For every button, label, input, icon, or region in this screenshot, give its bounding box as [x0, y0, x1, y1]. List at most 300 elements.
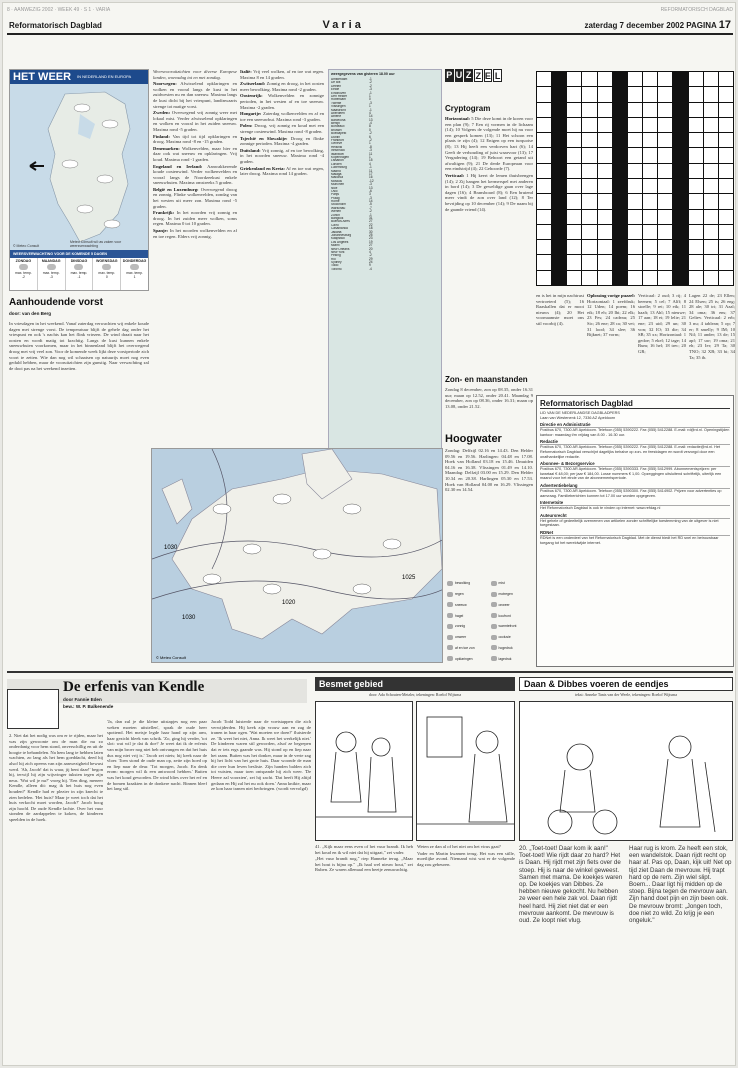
crossword-cell[interactable] — [704, 271, 718, 285]
crossword-cell[interactable] — [628, 164, 642, 178]
crossword-cell[interactable] — [658, 118, 672, 132]
weather-box — [9, 69, 149, 291]
forecast-day — [121, 258, 148, 291]
zon-maan-title: Zon- en maanstanden — [445, 375, 528, 384]
region-text: In het noorden vrij zonnig en droog. In het zuiden meer wolken, soms regen. Maxima 0 tot 10 graden. — [153, 210, 237, 227]
crossword-cell[interactable] — [719, 103, 733, 117]
besmet-title-bar — [315, 677, 515, 691]
legend-label: hagel — [455, 613, 464, 618]
hail-icon — [447, 613, 453, 618]
crossword-cell[interactable] — [567, 210, 581, 224]
temperature-table — [328, 69, 442, 449]
city-temp: 0 — [369, 127, 371, 132]
city-temp: -2 — [369, 138, 372, 143]
crossword-cell[interactable] — [598, 255, 612, 269]
crossword-cell[interactable] — [537, 255, 551, 269]
crossword-cell[interactable] — [689, 133, 703, 147]
crossword-grid[interactable] — [536, 71, 734, 286]
comic-panel — [416, 701, 515, 841]
city-temp: 24 — [369, 260, 373, 265]
crossword-cell[interactable] — [704, 103, 718, 117]
crossword-cell[interactable] — [628, 118, 642, 132]
region-entry — [153, 110, 237, 132]
kendle-col-1: 2. Niet dat het nodig was om er te rijden, maar het was zijn gewoonte om de man die nu zo onderdanig voor hem stond, onverschillig en uit de hoogte te behandelen. Na hem lang te hebben laten wachten, zo lang als het hem goeddacht, deed hij alsof hij zich opeens van zijn aanwezigheid bewust werd. 'Ah, Jacob! dat is waar, jij bent daar!' begon hij, terwijl hij zijn wijsvinger tuksten tegen zijn neus. 'Wat wil je nu?' vroeg hij. 'Een ding, meneer Kendle, alleen dit: mag ik het huis nog even houden?' Kendle had er plezier in zijn knecht te zien bedelen. 'Het huis? Maar je weet toch dat het huis verkocht moet worden, Jacob?' Jacob boog zijn hoofd. De oude Kendle lachte. Over het vuur stonden de aardappelen te koken, de kinderen speelden in de hoek. — [9, 733, 103, 822]
city-temp: -3 — [369, 100, 372, 105]
crossword-cell — [673, 240, 687, 254]
crossword-cell[interactable] — [567, 133, 581, 147]
forecast-day-desc: max. temp. — [126, 271, 143, 275]
crossword-cell[interactable] — [689, 118, 703, 132]
crossword-cell[interactable] — [567, 271, 581, 285]
crossword-cell[interactable] — [689, 271, 703, 285]
crossword-cell[interactable] — [582, 255, 596, 269]
daan-credit: tekst: Anneke Tanis van der Weele, tekeningen: Roelof Wijtsma — [575, 692, 677, 697]
city-temp: 19 — [369, 239, 373, 244]
crossword-cell[interactable] — [658, 225, 672, 239]
crossword-cell[interactable] — [598, 87, 612, 101]
crossword-cell[interactable] — [567, 179, 581, 193]
legend-item — [491, 654, 532, 663]
crossword-cell[interactable] — [598, 225, 612, 239]
legend-label: onweer — [498, 602, 510, 607]
crossword-cell[interactable] — [658, 148, 672, 162]
forecast-day-desc: max. temp. — [70, 271, 88, 275]
crossword-cell — [613, 87, 627, 101]
crossword-cell — [613, 255, 627, 269]
legend-label: bewolking — [455, 581, 471, 586]
city-temp: 20 — [369, 246, 373, 251]
region-name: Griekenland en Kreta: — [240, 165, 285, 171]
region-text: Droog en flinke zonnige perioden. Maxima -4 graden. — [240, 135, 324, 147]
down-label: Verticaal: — [445, 172, 465, 178]
crossword-cell[interactable] — [537, 72, 551, 86]
crossword-cell[interactable] — [537, 225, 551, 239]
crossword-cell[interactable] — [689, 179, 703, 193]
city-temp: 6 — [369, 134, 371, 139]
region-text: Droog, vrij zonnig en koud met een strenge oostenwind. Maxima rond -8 graden. — [240, 123, 324, 134]
cryptogram-clues — [445, 116, 533, 366]
forecast-day-value: 1 — [133, 275, 136, 279]
crossword-cell — [552, 72, 566, 86]
crossword-cell[interactable] — [689, 87, 703, 101]
city-temp: 13 — [369, 185, 373, 190]
crossword-cell[interactable] — [658, 210, 672, 224]
region-name: Tsjechië en Slowakije: — [240, 135, 288, 141]
temperature-table-title: weergegevens van gisteren 18.00 uur — [331, 72, 395, 76]
crossword-cell[interactable] — [689, 148, 703, 162]
legend-item — [447, 579, 488, 588]
city-name: Casablanca — [331, 227, 348, 231]
region-text: Aanwakkerende koude oostenwind. Verder wolkenvelden en vooral langs de Noordzeekust enkele sneeuwbuien. Maxima omstreeks 5 graden. — [153, 163, 237, 186]
region-entry — [153, 81, 237, 109]
crossword-cell[interactable] — [704, 194, 718, 208]
cloud-icon — [130, 264, 139, 270]
crossword-cell[interactable] — [643, 133, 657, 147]
crossword-cell[interactable] — [582, 133, 596, 147]
city-name: Istanboel — [331, 152, 344, 156]
crossword-cell[interactable] — [704, 179, 718, 193]
legend-label: warmtefront — [498, 624, 517, 629]
kendle-byline-2: bew.: W. P. Balkenende — [63, 704, 114, 709]
crossword-cell[interactable] — [658, 72, 672, 86]
crossword-cell[interactable] — [719, 210, 733, 224]
puzzel-letter: Z — [475, 71, 481, 81]
fog-icon — [491, 581, 497, 586]
crossword-cell[interactable] — [598, 103, 612, 117]
crossword-cell — [613, 179, 627, 193]
city-name: Madrid — [331, 169, 341, 173]
crossword-cell[interactable] — [537, 240, 551, 254]
crossword-cell[interactable] — [643, 225, 657, 239]
crossword-cell[interactable] — [719, 255, 733, 269]
crossword-cell[interactable] — [628, 225, 642, 239]
crossword-cell[interactable] — [628, 72, 642, 86]
region-name: Hongarije: — [240, 111, 262, 117]
besmet-text-1 — [315, 844, 413, 1059]
crossword-cell — [673, 148, 687, 162]
weather-banner — [10, 70, 148, 84]
crossword-cell[interactable] — [598, 179, 612, 193]
crossword-cell[interactable] — [704, 210, 718, 224]
netherlands-map-graphic — [10, 84, 149, 250]
crossword-cell[interactable] — [567, 103, 581, 117]
crossword-cell[interactable] — [643, 210, 657, 224]
crossword-cell[interactable] — [704, 133, 718, 147]
city-temp: 25 — [369, 232, 373, 237]
city-temp: -12 — [369, 178, 374, 183]
city-temp: 27 — [369, 219, 373, 224]
city-temp: 1 — [369, 93, 371, 98]
crossword-cell[interactable] — [567, 148, 581, 162]
crossword-cell[interactable] — [537, 194, 551, 208]
crossword-cell[interactable] — [643, 240, 657, 254]
forecast-bar: WEERSVERWACHTING VOOR DE KOMENDE 5 DAGEN — [10, 250, 148, 258]
legend-label: zonnig — [455, 624, 465, 629]
crossword-cell[interactable] — [537, 271, 551, 285]
crossword-cell[interactable] — [567, 72, 581, 86]
colophon-heading: Directie en Administratie — [540, 422, 730, 428]
city-temp: 23 — [369, 236, 373, 241]
crossword-cell[interactable] — [598, 72, 612, 86]
city-name: Caïro — [331, 223, 339, 227]
crossword-cell — [613, 210, 627, 224]
crossword-cell[interactable] — [689, 225, 703, 239]
crossword-cell[interactable] — [719, 194, 733, 208]
crossword-cell[interactable] — [628, 87, 642, 101]
crossword-cell[interactable] — [658, 271, 672, 285]
crossword-cell[interactable] — [582, 194, 596, 208]
crossword-cell — [552, 225, 566, 239]
crossword-cell[interactable] — [537, 148, 551, 162]
crossword-cell[interactable] — [598, 194, 612, 208]
crossword-cell[interactable] — [628, 148, 642, 162]
crossword-cell[interactable] — [567, 87, 581, 101]
crossword-cell[interactable] — [719, 87, 733, 101]
city-name: Boedapest — [331, 132, 347, 136]
top-strip-right: REFORMATORISCH DAGBLAD — [660, 7, 733, 13]
city-temp: 8 — [369, 124, 371, 129]
legend-label: sneeuw — [455, 602, 467, 607]
crossword-cell — [552, 255, 566, 269]
section-divider — [7, 671, 733, 673]
crossword-cell[interactable] — [689, 240, 703, 254]
crossword-cell[interactable] — [658, 240, 672, 254]
crossword-cell[interactable] — [567, 164, 581, 178]
city-name: Praag — [331, 196, 340, 200]
crossword-cell — [673, 210, 687, 224]
region-name: Italië: — [240, 69, 252, 74]
crossword-cell — [673, 103, 687, 117]
crossword-cell[interactable] — [598, 148, 612, 162]
city-name: Barcelona — [331, 118, 346, 122]
crossword-cell[interactable] — [582, 225, 596, 239]
crossword-cell — [552, 210, 566, 224]
hoogwater-text: Zondag: Delfzijl 02.16 en 14.43. Den Helder 09.56 en 19.56. Harlingen: 04.48 en 17.08. Hoek van Holland 03.18 en 15.46. IJmuiden 04.16 en 16.38. Vlissingen 01.49 en 14.10. Maandag: Delfzijl 03.00 en 15.29. Den Helder 10.34 en 20.38. Harlingen 05.30 en 17.53. Hoek van Holland 04.00 en 16.29. Vlissingen 02.30 en 14.54. — [445, 448, 533, 493]
city-temp: -4 — [369, 266, 372, 271]
kendle-byline-1: door Fannie Eden — [63, 697, 102, 702]
crossword-cell[interactable] — [598, 164, 612, 178]
city-temp: -1 — [369, 107, 372, 112]
crossword-cell[interactable] — [643, 103, 657, 117]
city-temp: 14 — [369, 199, 373, 204]
zon-maan-text: Zondag 8 december, zon op 08.35, onder 16.31 uur; maan op 12.52, onder 20.41. Maandag 9 december, zon op 08.36, onder 16.31; maan op 13.08, onder 21.52. — [445, 387, 533, 409]
city-name: Kopenhagen — [331, 155, 350, 159]
city-temp: 4 — [369, 249, 371, 254]
city-temp: -7 — [369, 205, 372, 210]
crossword-cell[interactable] — [582, 103, 596, 117]
crossword-cell[interactable] — [537, 103, 551, 117]
crossword-cell[interactable] — [643, 87, 657, 101]
crossword-cell[interactable] — [643, 271, 657, 285]
crossword-cell[interactable] — [537, 118, 551, 132]
crossword-cell[interactable] — [719, 72, 733, 86]
besmet-paragraph: 41. „Kijk maar eens even of het vuur brandt. Ik heb het koud en ik wil niet dat hij uitgaat," zei vader. — [315, 844, 413, 855]
legend-label: af en toe zon — [455, 645, 475, 650]
crossword-cell[interactable] — [689, 72, 703, 86]
legend-label: mist — [498, 581, 505, 586]
crossword-cell[interactable] — [582, 179, 596, 193]
crossword-cell[interactable] — [719, 148, 733, 162]
crossword-cell[interactable] — [537, 164, 551, 178]
crossword-cell[interactable] — [628, 133, 642, 147]
crossword-cell[interactable] — [567, 194, 581, 208]
crossword-cell[interactable] — [719, 133, 733, 147]
legend-item — [447, 622, 488, 631]
crossword-cell[interactable] — [582, 271, 596, 285]
crossword-cell[interactable] — [582, 240, 596, 254]
crossword-cell[interactable] — [658, 87, 672, 101]
city-temp: 16 — [369, 175, 373, 180]
crossword-cell[interactable] — [704, 72, 718, 86]
region-entry — [240, 111, 324, 122]
region-entry — [240, 93, 324, 110]
crossword-cell[interactable] — [598, 118, 612, 132]
crossword-cell — [613, 148, 627, 162]
crossword-cell[interactable] — [598, 271, 612, 285]
crossword-cell[interactable] — [643, 118, 657, 132]
weather-legend — [445, 577, 533, 665]
crossword-cell[interactable] — [704, 148, 718, 162]
clues-across — [445, 116, 533, 172]
region-name: Engeland en Ierland: — [153, 163, 203, 169]
crossword-cell[interactable] — [658, 103, 672, 117]
crossword-cell[interactable] — [643, 194, 657, 208]
crossword-cell[interactable] — [628, 210, 642, 224]
city-name: Vlissingen — [331, 105, 346, 109]
crossword-cell[interactable] — [598, 240, 612, 254]
legend-item — [447, 633, 488, 642]
crossword-cell[interactable] — [719, 240, 733, 254]
crossword-cell[interactable] — [719, 225, 733, 239]
crossword-cell[interactable] — [567, 118, 581, 132]
crossword-cell[interactable] — [537, 133, 551, 147]
forecast-day — [93, 258, 121, 291]
crossword-cell — [673, 72, 687, 86]
crossword-cell[interactable] — [643, 164, 657, 178]
crossword-cell[interactable] — [582, 148, 596, 162]
crossword-cell[interactable] — [598, 133, 612, 147]
besmet-paragraph: Vader en Martin kwamen terug. Het was een stille, moeilijke avond. Niemand wist wat er de volgende dag zou gebeuren. — [417, 850, 515, 867]
crossword-cell[interactable] — [689, 103, 703, 117]
legend-label: occlusie — [498, 635, 511, 640]
crossword-cell[interactable] — [628, 179, 642, 193]
crossword-cell[interactable] — [628, 255, 642, 269]
crossword-cell[interactable] — [689, 194, 703, 208]
crossword-cell[interactable] — [582, 164, 596, 178]
crossword-cell — [673, 271, 687, 285]
region-entry — [153, 146, 237, 163]
crossword-cell[interactable] — [643, 148, 657, 162]
crossword-cell[interactable] — [658, 255, 672, 269]
city-name: Frankfort — [331, 139, 344, 143]
crossword-cell[interactable] — [689, 210, 703, 224]
crossword-cell[interactable] — [719, 164, 733, 178]
colophon-text: Het Reformatorisch Dagblad is ook te vinden op internet: www.refdag.nl — [540, 506, 661, 511]
crossword-cell[interactable] — [704, 240, 718, 254]
crossword-cell[interactable] — [582, 87, 596, 101]
crossword-cell — [552, 240, 566, 254]
legend-item — [491, 579, 532, 588]
crossword-cell[interactable] — [582, 210, 596, 224]
city-temp: -3 — [369, 195, 372, 200]
city-temp: -2 — [369, 131, 372, 136]
crossword-cell[interactable] — [643, 255, 657, 269]
legend-label: koufront — [498, 613, 511, 618]
crossword-cell[interactable] — [567, 255, 581, 269]
section-title: Varia — [322, 19, 364, 31]
crossword-cell[interactable] — [704, 225, 718, 239]
daan-text-1: 20. „Toet-toet! Daar kom ik aan!" Toet-toet! Wie rijdt daar zo hard? Het is Daan. Hij rijdt met zijn fiets over de stoep. Hij is naar de winkel geweest. Samen met mama. De koekjes waren op. De koekjes van Dibbes. Ze hebben nieuwe gekocht. Nu hebben ze weer een hele zak vol. Daan rijdt heel hard. Hij ziet niet dat er een mevrouw aankomt. De mevrouw is oud. Ze loopt niet vlug. — [519, 845, 623, 925]
crossword-cell[interactable] — [582, 72, 596, 86]
region-text: Zaterdag wolkenvelden en af en toe een sneeuwbui. Maxima rond -3 graden. — [240, 111, 324, 122]
crossword-cell[interactable] — [658, 133, 672, 147]
crossword-cell[interactable] — [537, 210, 551, 224]
city-name: Luxemburg — [331, 166, 347, 170]
cold-front-icon — [491, 613, 497, 618]
region-name: Finland: — [153, 133, 170, 139]
europe-weather-map — [151, 448, 443, 663]
city-temp: -2 — [369, 209, 372, 214]
crossword-cell[interactable] — [567, 225, 581, 239]
crossword-cell[interactable] — [689, 164, 703, 178]
crossword-cell[interactable] — [658, 164, 672, 178]
city-temp: 14 — [369, 114, 373, 119]
puzzel-letter: P — [446, 70, 453, 80]
across-text: 5 Die deze komt in de koren voor een plan (9); 7 Een rij vormen in de lichaam (14); 10 Volgens de volgende moet hij nu voor een gesprek komen (13); 11 Het schoon een plaats te zijn (4); 12 Enigen op een turquoise (8); 13 Hij heeft een verdorven hart (6); 14 Geeft de verhouding of juist waarvoor (13); 17 Vergadering (14); 19 Behoort een getand uit afwaltigen (9); 21 De derde Europeaan voor een eindstrijd (4); 22 Gehoorde (7). — [445, 116, 533, 172]
page-label: PAGINA — [686, 21, 717, 30]
region-name: Oostenrijk: — [240, 93, 263, 99]
city-name: Rio — [331, 257, 336, 261]
isobar-label: 1030 — [164, 545, 178, 551]
city-name: Genève — [331, 142, 343, 146]
crossword-cell[interactable] — [628, 240, 642, 254]
crossword-cell[interactable] — [719, 271, 733, 285]
city-name: Los Angeles — [331, 240, 349, 244]
crossword-cell[interactable] — [643, 72, 657, 86]
crossword-cell[interactable] — [704, 87, 718, 101]
cloud-icon — [74, 264, 83, 270]
city-temp: 1 — [369, 141, 371, 146]
crossword-cell[interactable] — [537, 179, 551, 193]
legend-item — [491, 611, 532, 620]
crossword-cell[interactable] — [643, 179, 657, 193]
sun-cloud-icon — [447, 645, 453, 650]
crossword-cell[interactable] — [598, 210, 612, 224]
city-temp: 4 — [369, 161, 371, 166]
region-text: Overwegend vrij zonnig weer met lokaal mist. Verder afwisselend opklaringen en wolken en vooral in het zuiden sneeuw. Maxima rond -5 graden. — [153, 110, 237, 132]
legend-label: hogedruk — [498, 645, 513, 650]
city-temp: -4 — [369, 121, 372, 126]
forecast-day — [38, 258, 66, 291]
crossword-cell — [613, 194, 627, 208]
crossword-cell[interactable] — [628, 103, 642, 117]
crossword-cell[interactable] — [582, 118, 596, 132]
forecast-day-name: DONDERDAG — [122, 259, 147, 263]
crossword-cell[interactable] — [689, 255, 703, 269]
region-text: Vrij zonnig, af en toe bewolking, in het noorden sneeuw. Maxima rond -4 graden. — [240, 147, 324, 164]
crossword-cell[interactable] — [658, 194, 672, 208]
region-name: Denemarken: — [153, 145, 180, 151]
crossword-cell[interactable] — [719, 179, 733, 193]
occlusion-icon — [491, 635, 497, 640]
city-temp: -1 — [369, 90, 372, 95]
city-temp: 30 — [369, 229, 373, 234]
crossword-cell[interactable] — [704, 255, 718, 269]
legend-item — [491, 622, 532, 631]
crossword-cell — [552, 87, 566, 101]
europe-map-graphic — [152, 449, 443, 663]
crossword-cell[interactable] — [567, 240, 581, 254]
crossword-cell — [613, 103, 627, 117]
down-text: 1 Hij keert de lemen thuisbrengen (14); 2 Zij hangen het kermerspel met anderen in bord (14); 3 De geweldige gaan over lage dagen (16); 4 Bransboard (8); 6 Een bruiend meer vindt de zon over land (12); 8 Ter bevrijding op 10 december (14); 9 De naam bij de gaande vriend (14). — [445, 172, 533, 212]
kendle-title: De erfenis van Kendle — [63, 679, 205, 695]
crossword-cell[interactable] — [628, 271, 642, 285]
crossword-cell[interactable] — [658, 179, 672, 193]
legend-label: opklaringen — [455, 656, 473, 661]
legend-item — [447, 601, 488, 610]
crossword-cell — [552, 179, 566, 193]
crossword-cell[interactable] — [719, 118, 733, 132]
crossword-cell[interactable] — [704, 118, 718, 132]
crossword-cell[interactable] — [628, 194, 642, 208]
region-entry — [240, 69, 324, 80]
colophon-heading: Internetsite — [540, 500, 730, 506]
puzzel-letter: U — [455, 70, 463, 80]
nl-map-credit: © Meteo Consult — [13, 244, 40, 248]
crossword-cell[interactable] — [537, 87, 551, 101]
crossword-cell[interactable] — [704, 164, 718, 178]
crossword-cell — [673, 194, 687, 208]
